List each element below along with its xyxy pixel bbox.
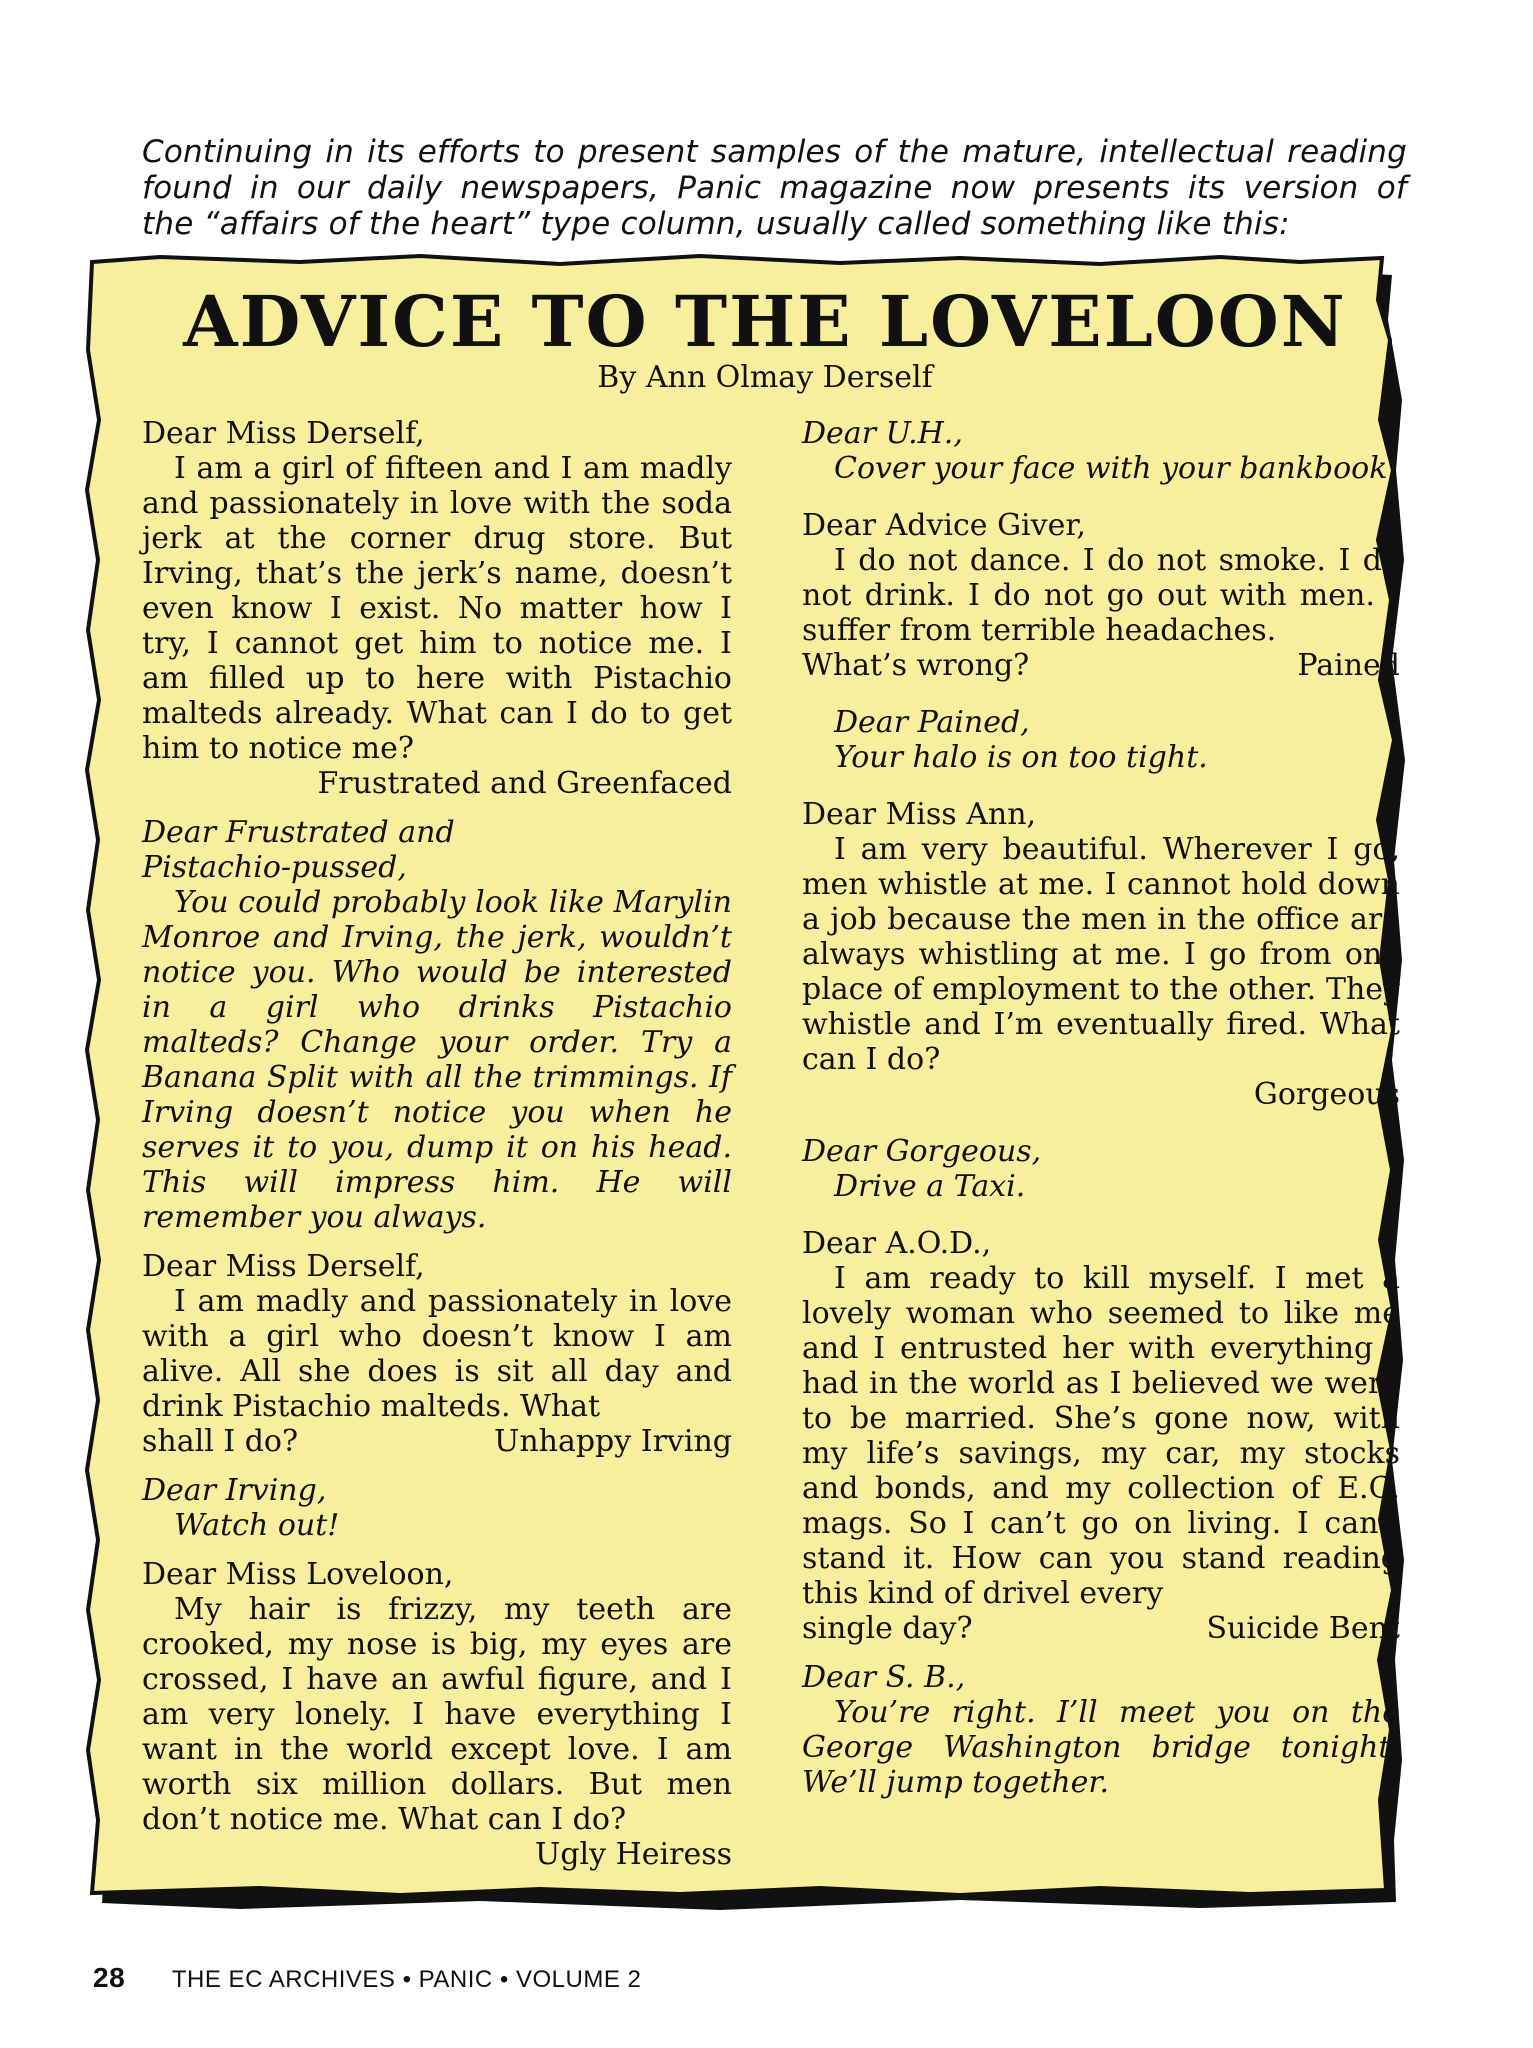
letter-signature: Suicide Bent [1206, 1611, 1400, 1646]
reply [802, 1134, 1400, 1204]
reply [802, 1660, 1400, 1800]
right-column [802, 416, 1400, 1814]
reply-body: Your halo is on too tight. [834, 740, 1208, 775]
intro-line: the “affairs of the heart” type column, usually called something like this: [142, 206, 1290, 242]
letter-last-line [142, 1424, 732, 1459]
letter [142, 416, 732, 801]
letter-body: My hair is frizzy, my teeth are crooked, my nose is big, my eyes are crossed, I have an awful figure, and I am very lonely. I have everything I want in the world except love. I am worth six million dollars. But men don’t notice me. What can I do? [142, 1592, 732, 1837]
letter [802, 508, 1400, 683]
letter-body: I am very beautiful. Wherever I go, men whistle at me. I cannot hold down a job because the men in the office are always whistling at me. I go from one place of employment to the other. They whistle and I’m eventually fired. What can I do? [802, 832, 1400, 1077]
letter [142, 1557, 732, 1872]
letter-salutation: Dear A.O.D., [802, 1226, 992, 1261]
reply-body: Cover your face with your bankbook. [834, 451, 1397, 486]
intro-line: found in our daily newspapers, Panic magazine now presents its version of [142, 170, 1407, 206]
letter-last-line [802, 1611, 1400, 1646]
reply-salutation: Dear S. B., [802, 1660, 966, 1695]
reply-body: Watch out! [174, 1508, 340, 1543]
reply-salutation: Dear Gorgeous, [802, 1134, 1042, 1169]
reply-body: You could probably look like Marylin Monroe and Irving, the jerk, wouldn’t notice you. Who would be interested in a girl who drinks Pistachio malteds? Change your order. Try a Banana Split with all the trimmings. If Irving doesn’t notice you when he serves it to you, dump it on his head. This will impress him. He will remember you always. [142, 885, 732, 1235]
page-footer [93, 1962, 641, 1994]
reply [802, 416, 1400, 486]
reply-salutation: Dear Irving, [142, 1473, 327, 1508]
letter-last-line [802, 648, 1400, 683]
letter-signature: Unhappy Irving [494, 1424, 732, 1459]
left-column [142, 416, 732, 1886]
letter [142, 1249, 732, 1459]
letter-last-words: What’s wrong? [802, 648, 1030, 683]
reply-body: Drive a Taxi. [834, 1169, 1026, 1204]
letter-body: I am madly and passionately in love with a girl who doesn’t know I am alive. All she does is sit all day and drink Pistachio malteds. What [142, 1284, 732, 1424]
letter-salutation: Dear Miss Ann, [802, 797, 1037, 832]
letter-salutation: Dear Miss Derself, [142, 1249, 425, 1284]
page-number: 28 [93, 1962, 126, 1993]
running-title: THE EC ARCHIVES • PANIC • VOLUME 2 [171, 1966, 642, 1993]
reply [142, 815, 732, 1235]
intro-line: Continuing in its efforts to present samples of the mature, intellectual reading [142, 134, 1407, 170]
letter-signature: Gorgeous [1253, 1077, 1400, 1112]
letter-salutation: Dear Miss Derself, [142, 416, 425, 451]
reply [802, 705, 1400, 775]
reply [142, 1473, 732, 1543]
letter-body: I am ready to kill myself. I met a lovely woman who seemed to like me and I entrusted her with everything I had in the world as I believed we were to be married. She’s gone now, with my life’s savings, my car, my stocks and bonds, and my collection of E.C. mags. So I can’t go on living. I can’t stand it. How can you stand reading this kind of drivel every [802, 1261, 1400, 1611]
reply-salutation: Dear U.H., [802, 416, 963, 451]
letter-signature: Frustrated and Greenfaced [317, 766, 732, 801]
letter-last-words: shall I do? [142, 1424, 299, 1459]
letter-signature: Pained [1297, 648, 1400, 683]
column-title: ADVICE TO THE LOVELOON [183, 280, 1347, 363]
letter-last-words: single day? [802, 1611, 973, 1646]
letter [802, 797, 1400, 1112]
column-byline: By Ann Olmay Derself [597, 360, 933, 395]
letter [802, 1226, 1400, 1646]
letter-body: I do not dance. I do not smoke. I do not drink. I do not go out with men. I suffer from terrible headaches. [802, 543, 1400, 648]
reply-body: You’re right. I’ll meet you on the George Washington bridge tonight. We’ll jump together. [802, 1695, 1400, 1800]
reply-salutation: Dear Pained, [834, 705, 1030, 740]
letter-body: I am a girl of fifteen and I am madly and passionately in love with the soda jerk at the corner drug store. But Irving, that’s the jerk’s name, doesn’t even know I exist. No matter how I try, I cannot get him to notice me. I am filled up to here with Pistachio malteds already. What can I do to get him to notice me? [142, 451, 732, 766]
letter-salutation: Dear Miss Loveloon, [142, 1557, 454, 1592]
reply-salutation: Dear Frustrated and Pistachio-pussed, [142, 815, 455, 885]
letter-signature: Ugly Heiress [535, 1837, 732, 1872]
letter-salutation: Dear Advice Giver, [802, 508, 1086, 543]
